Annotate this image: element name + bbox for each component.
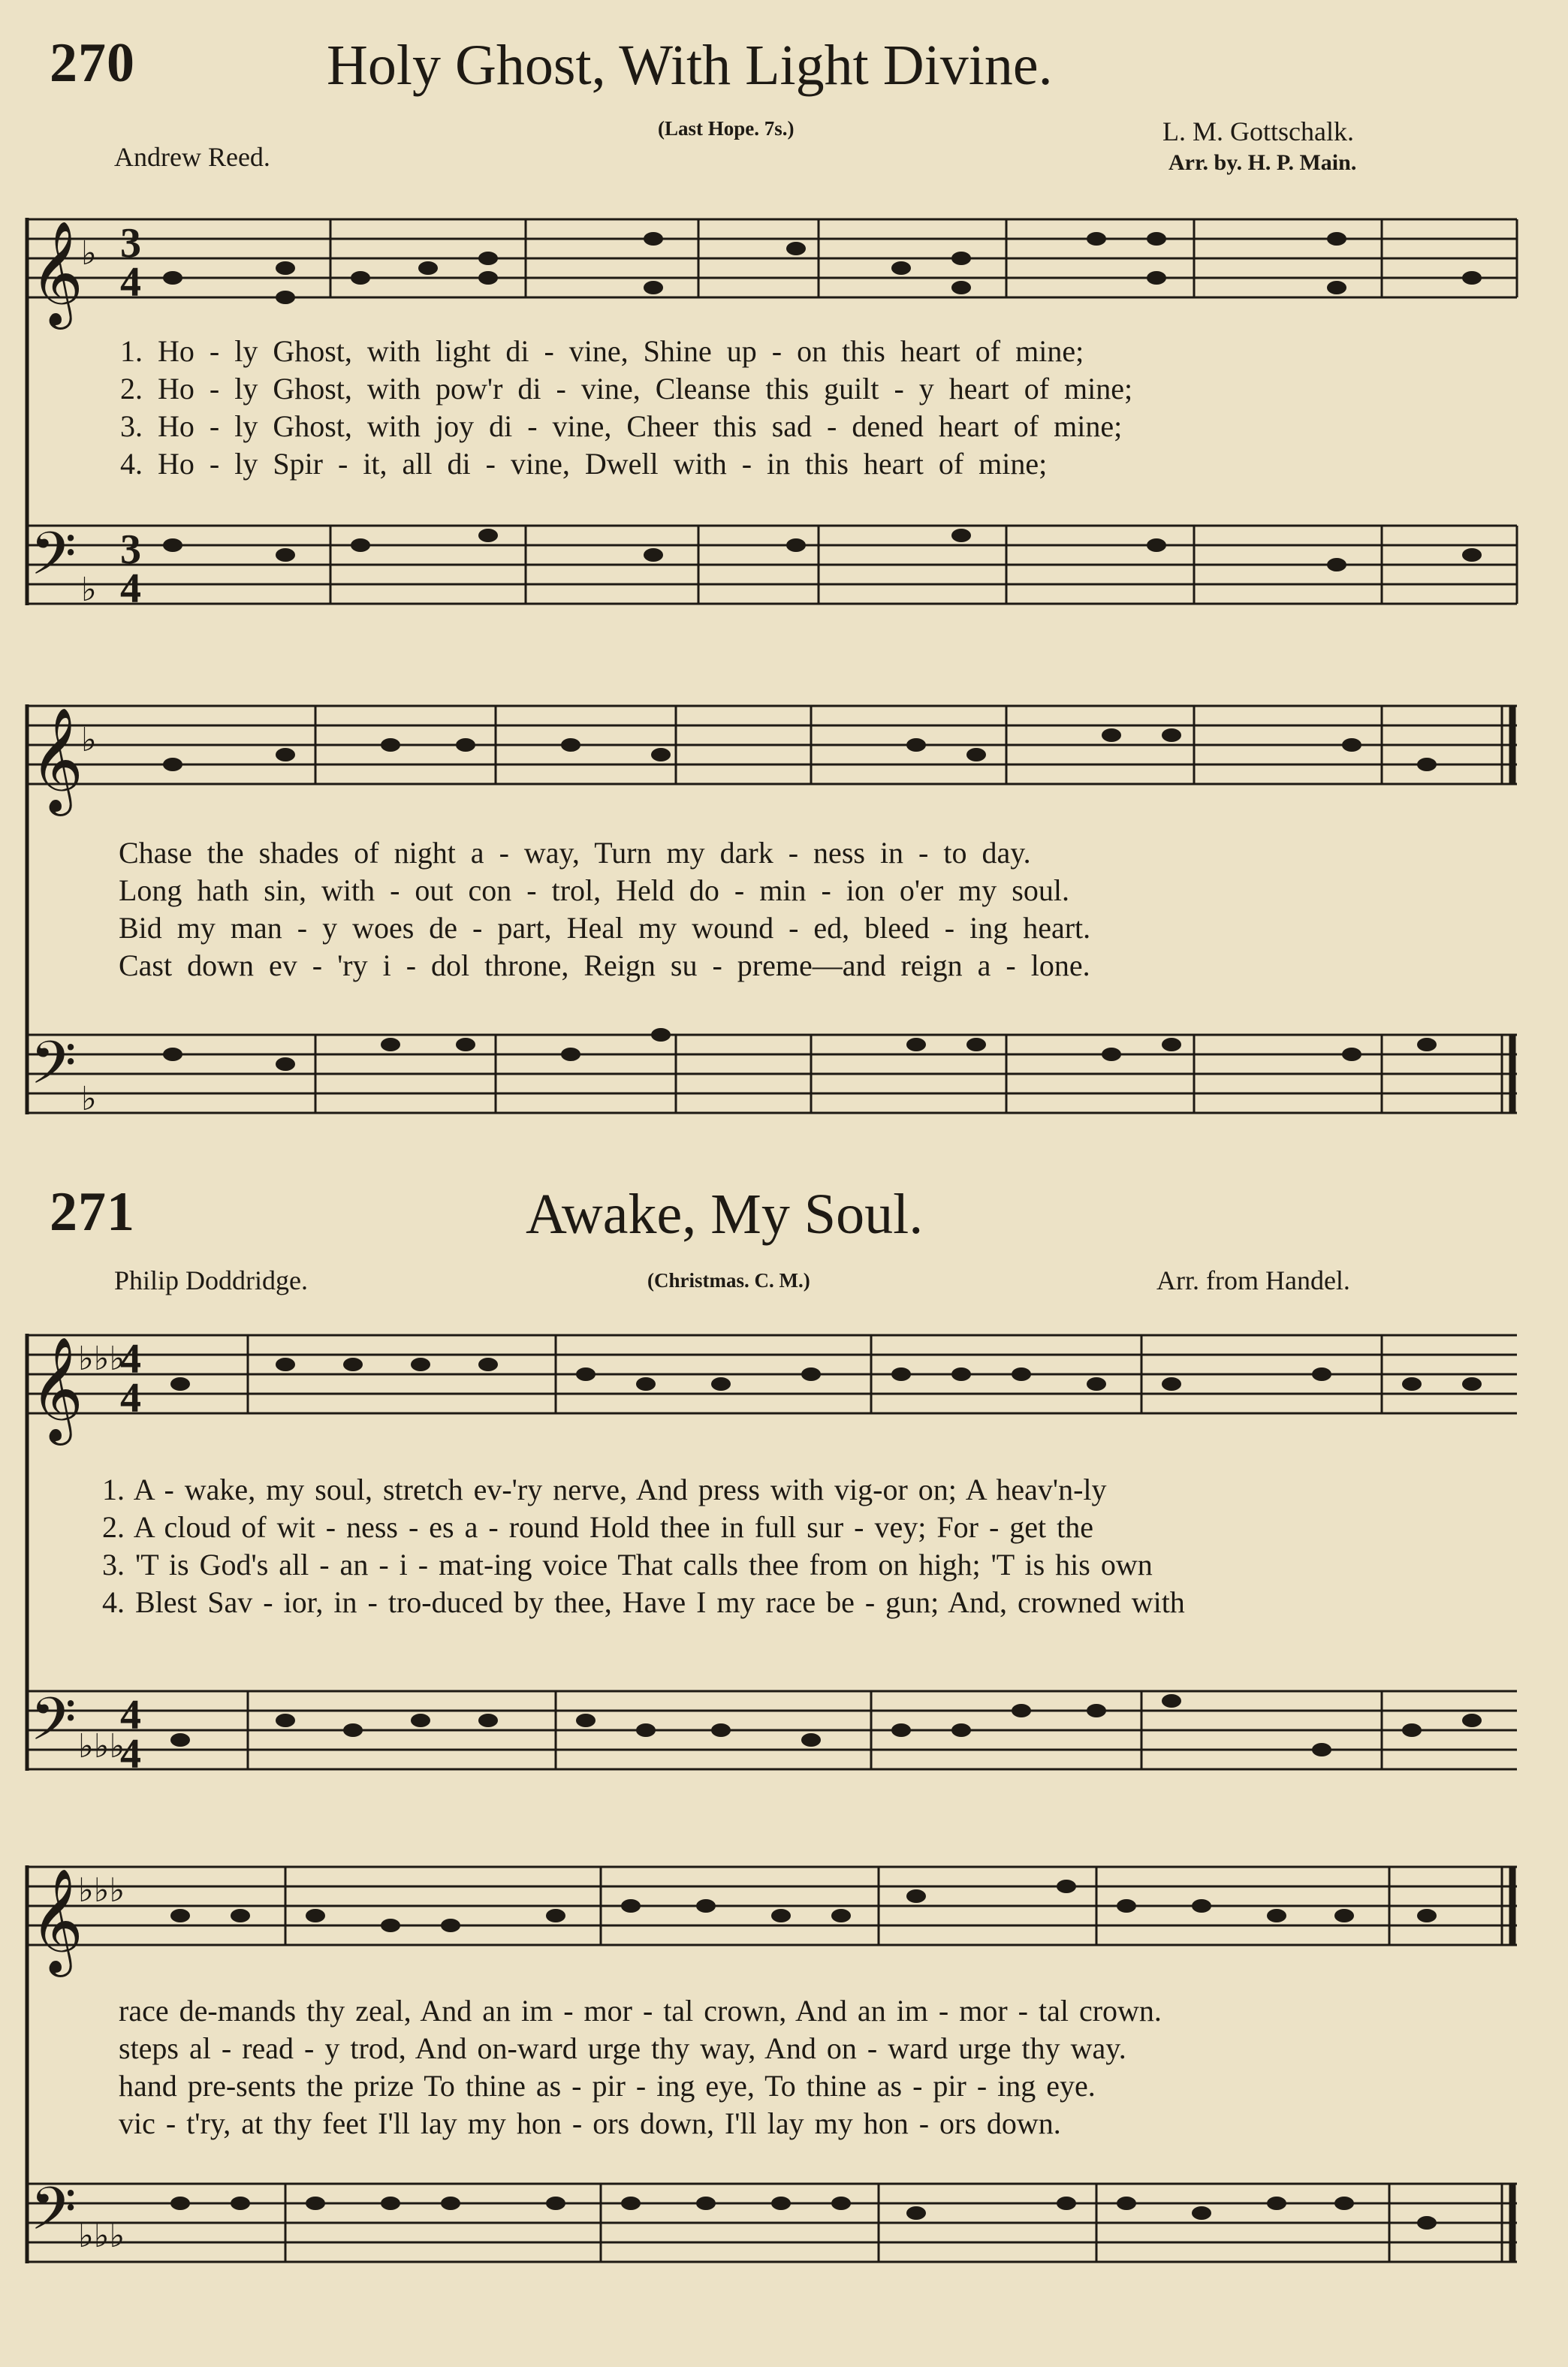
verse-line-3: Bid my man - y woes de - part, Heal my wound - ed, bleed - ing heart. <box>119 911 1091 945</box>
tune-name: (Last Hope. 7s.) <box>658 117 795 140</box>
verse-line-2: steps al - read - y trod, And on-ward urge thy way, And on - ward urge thy way. <box>119 2031 1126 2065</box>
verse-line-2: 2. Ho - ly Ghost, with pow'r di - vine, Cleanse this guilt - y heart of mine; <box>120 372 1133 406</box>
verse-line-1: race de-mands thy zeal, And an im - mor - tal crown, And an im - mor - tal crown. <box>119 1994 1162 2028</box>
svg-text:♭♭♭: ♭♭♭ <box>78 1727 125 1765</box>
hymn-number: 271 <box>50 1181 135 1243</box>
svg-text:♭: ♭ <box>81 234 97 273</box>
hymn-number: 270 <box>50 32 135 94</box>
svg-text:3: 3 <box>120 526 141 573</box>
arranger-credit: Arr. by. H. P. Main. <box>1168 150 1357 175</box>
svg-text:𝄢: 𝄢 <box>30 1684 77 1768</box>
svg-text:3: 3 <box>120 220 141 267</box>
verse-line-3: 3. Ho - ly Ghost, with joy di - vine, Cheer this sad - dened heart of mine; <box>120 409 1123 443</box>
author-credit: Andrew Reed. <box>114 142 270 172</box>
svg-text:♭: ♭ <box>81 721 97 759</box>
svg-text:♭♭♭: ♭♭♭ <box>78 1871 125 1910</box>
hymn-title: Holy Ghost, With Light Divine. <box>327 34 1053 97</box>
tune-name: (Christmas. C. M.) <box>647 1269 810 1292</box>
svg-text:4: 4 <box>120 1692 141 1738</box>
verse-line-4: 4. Blest Sav - ior, in - tro-duced by thee, Have I my race be - gun; And, crowned with <box>102 1585 1185 1619</box>
composer-credit: Arr. from Handel. <box>1156 1265 1350 1295</box>
svg-text:4: 4 <box>120 1375 141 1422</box>
verse-line-1: Chase the shades of night a - way, Turn my dark - ness in - to day. <box>119 836 1031 870</box>
svg-text:♭♭♭: ♭♭♭ <box>78 2217 125 2255</box>
svg-text:♭♭♭: ♭♭♭ <box>78 1340 125 1378</box>
verse-line-4: vic - t'ry, at thy feet I'll lay my hon - ors down, I'll lay my hon - ors down. <box>119 2106 1061 2140</box>
svg-text:𝄢: 𝄢 <box>30 2174 77 2258</box>
svg-text:𝄞: 𝄞 <box>30 707 83 812</box>
svg-text:𝄞: 𝄞 <box>30 221 83 325</box>
verse-line-4: Cast down ev - 'ry i - dol throne, Reign su - preme—and reign a - lone. <box>119 948 1090 982</box>
verse-line-3: hand pre-sents the prize To thine as - pir - ing eye, To thine as - pir - ing eye. <box>119 2069 1096 2103</box>
svg-text:♭: ♭ <box>81 571 97 609</box>
svg-text:𝄢: 𝄢 <box>30 519 77 603</box>
svg-text:4: 4 <box>120 1336 141 1383</box>
verse-line-4: 4. Ho - ly Spir - it, all di - vine, Dwell with - in this heart of mine; <box>120 447 1048 481</box>
verse-line-1: 1. A - wake, my soul, stretch ev-'ry nerve, And press with vig-or on; A heav'n-ly <box>102 1473 1107 1506</box>
svg-text:𝄞: 𝄞 <box>30 1868 83 1973</box>
hymn-title: Awake, My Soul. <box>526 1183 924 1246</box>
verse-line-3: 3. 'T is God's all - an - i - mat-ing voice That calls thee from on high; 'T is his own <box>102 1548 1153 1582</box>
verse-line-2: Long hath sin, with - out con - trol, Held do - min - ion o'er my soul. <box>119 873 1069 907</box>
svg-text:𝄢: 𝄢 <box>30 1028 77 1112</box>
verse-line-2: 2. A cloud of wit - ness - es a - round Hold thee in full sur - vey; For - get the <box>102 1510 1093 1544</box>
svg-text:♭: ♭ <box>81 1080 97 1118</box>
composer-credit: L. M. Gottschalk. <box>1162 116 1354 146</box>
svg-text:𝄞: 𝄞 <box>30 1337 83 1441</box>
svg-text:4: 4 <box>120 1731 141 1778</box>
author-credit: Philip Doddridge. <box>114 1265 308 1295</box>
svg-text:4: 4 <box>120 259 141 306</box>
verse-line-1: 1. Ho - ly Ghost, with light di - vine, Shine up - on this heart of mine; <box>120 334 1084 368</box>
svg-text:4: 4 <box>120 565 141 612</box>
